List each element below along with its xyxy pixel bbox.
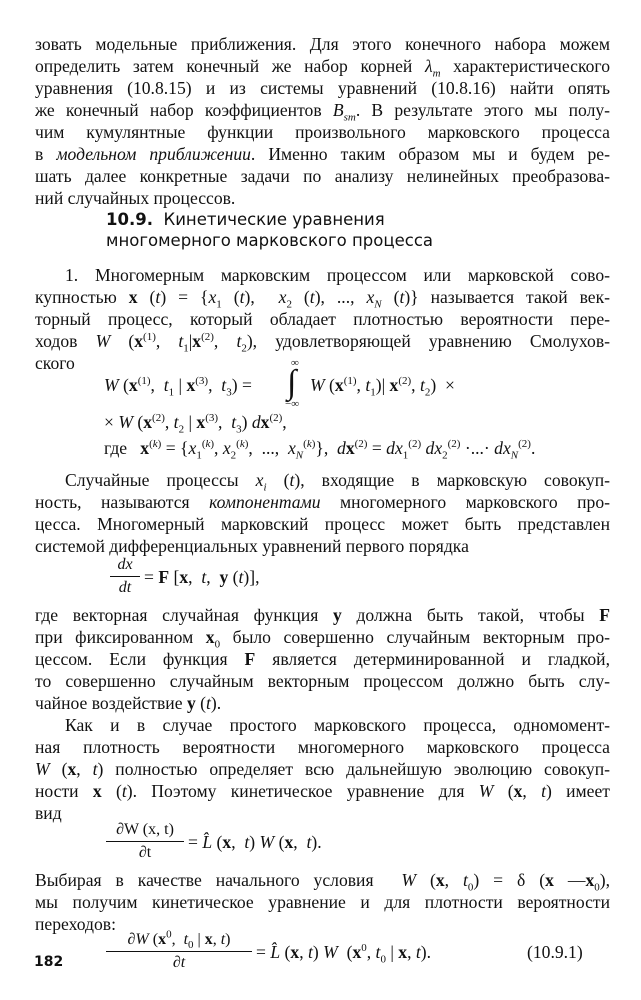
page-number: 182 (34, 954, 64, 970)
equation-smoluchowski-rhs: W ($x^{(1)}$, $t_1)|$ $x^{(2)}$, $t_2$) × (310, 375, 455, 399)
text-line: Как и в случае простого марковского процесса, одномомент- (65, 715, 610, 735)
text-line: ности x (t). Поэтому кинетическое уравнение для W (x, t) имеет (35, 781, 610, 801)
text-line: ний случайных процессов. (35, 188, 236, 208)
text-line: ходов W ($x^{(1)}$, $t_1|x^{(2)}$, $t_2$), удовлетворяющей уравнению Смолухов- (35, 331, 611, 355)
text-line: где векторная случайная функция y должна быть такой, чтобы F (35, 605, 610, 625)
text-line: определить затем конечный же набор корней $\lambda_m$ характеристического (35, 56, 610, 80)
fraction-dW-transition-dt: ∂W ($x^0$, $t_0$ | x, t) ∂t (106, 930, 252, 973)
text-line: 1. Многомерным марковским процессом или марковской сово- (65, 265, 610, 285)
equation-kinetic: = L̂ (x, t) W (x, t). (188, 832, 322, 852)
text-line: Выбирая в качестве начального условия W (x, $t_0) = \delta$ (x $—x_0$), (35, 870, 610, 894)
text-line: чайное воздействие y (t). (35, 693, 222, 713)
fraction-dx-dt: dx dt (110, 555, 140, 598)
text-line: зовать модельные приближения. Для этого конечного набора можем (35, 34, 610, 54)
text-line: ность, называются компонентами многомерного марковского про- (35, 492, 610, 512)
equation-smoluchowski-line2: × W ($x^{(2)}$, $t_2$ | $x^{(3)}$, $t_3$) $dx^{(2)}$, (104, 412, 287, 436)
text-line: уравнения (10.8.15) и из системы уравнений (10.8.16) найти опять (35, 78, 610, 98)
text-line: ского (35, 353, 75, 373)
equation-system: = F [x, t, y (t)], (144, 567, 260, 587)
text-line: Случайные процессы $x_i$ (t), входящие в марковскую совокуп- (65, 470, 610, 494)
text-line: W (x, t) полностью определяет всю дальнейшую эволюцию совокуп- (35, 759, 610, 779)
integral-upper-limit: ∞ (291, 357, 299, 369)
equation-smoluchowski-lhs: W ($x^{(1)}$, $t_1$ | $x^{(3)}$, $t_3$) = (104, 375, 252, 399)
text-line: вид (35, 803, 62, 823)
text-line: цесса. Многомерный марковский процесс может быть представлен (35, 514, 610, 534)
text-line: чим кумулянтные функции произвольного марковского процесса (35, 122, 610, 142)
text-line: переходов: (35, 914, 116, 934)
text-line: мы получим кинетическое уравнение и для плотности вероятности (35, 892, 610, 912)
text-line: же конечный набор коэффициентов $B_{sm}$. В результате этого мы полу- (35, 100, 610, 124)
text-line: при фиксированном $x_0$ было совершенно случайным векторным про- (35, 627, 611, 651)
text-line: цессом. Если функция F является детерминированной и гладкой, (35, 649, 610, 669)
text-line: шать далее конкретные задачи по анализу нелинейных преобразова- (35, 166, 610, 186)
text-line: купностью x $(t) = \{x_1$ (t), $x_2$ (t), ..., $x_N$ (t)} называется такой век- (35, 287, 610, 311)
equation-kinetic-transition: = L̂ (x, t) W ($x^0$, $t_0$ | x, t). (256, 942, 432, 966)
equation-label: (10.9.1) (527, 942, 583, 962)
section-heading: 10.9. Кинетические уравнения (106, 210, 385, 229)
fraction-dW-dt: ∂W (x, t) ∂t (106, 820, 184, 863)
section-heading-line2: многомерного марковского процесса (106, 231, 434, 250)
integral-lower-limit: −∞ (285, 398, 300, 410)
text-line: в модельном приближении. Именно таким образом мы и будем ре- (35, 144, 610, 164)
text-line: системой дифференциальных уравнений первого порядка (35, 536, 469, 556)
integral-sign: ∫ (287, 364, 297, 401)
text-line: торный процесс, который обладает плотностью вероятности пере- (35, 309, 610, 329)
text-line: то совершенно случайным векторным процессом должно быть слу- (35, 671, 610, 691)
equation-smoluchowski-line3: где $x^{(k)} = \{x_1^{(k)}$, $x_2^{(k)}$, ..., $x_N^{(k)}$}, $dx^{(2)} = dx_1^{(2)}$ $dx_2^{(2)}$ ·...· $dx_N^{(2)}$. (104, 438, 536, 462)
text-line: ная плотность вероятности многомерного марковского процесса (35, 737, 610, 757)
